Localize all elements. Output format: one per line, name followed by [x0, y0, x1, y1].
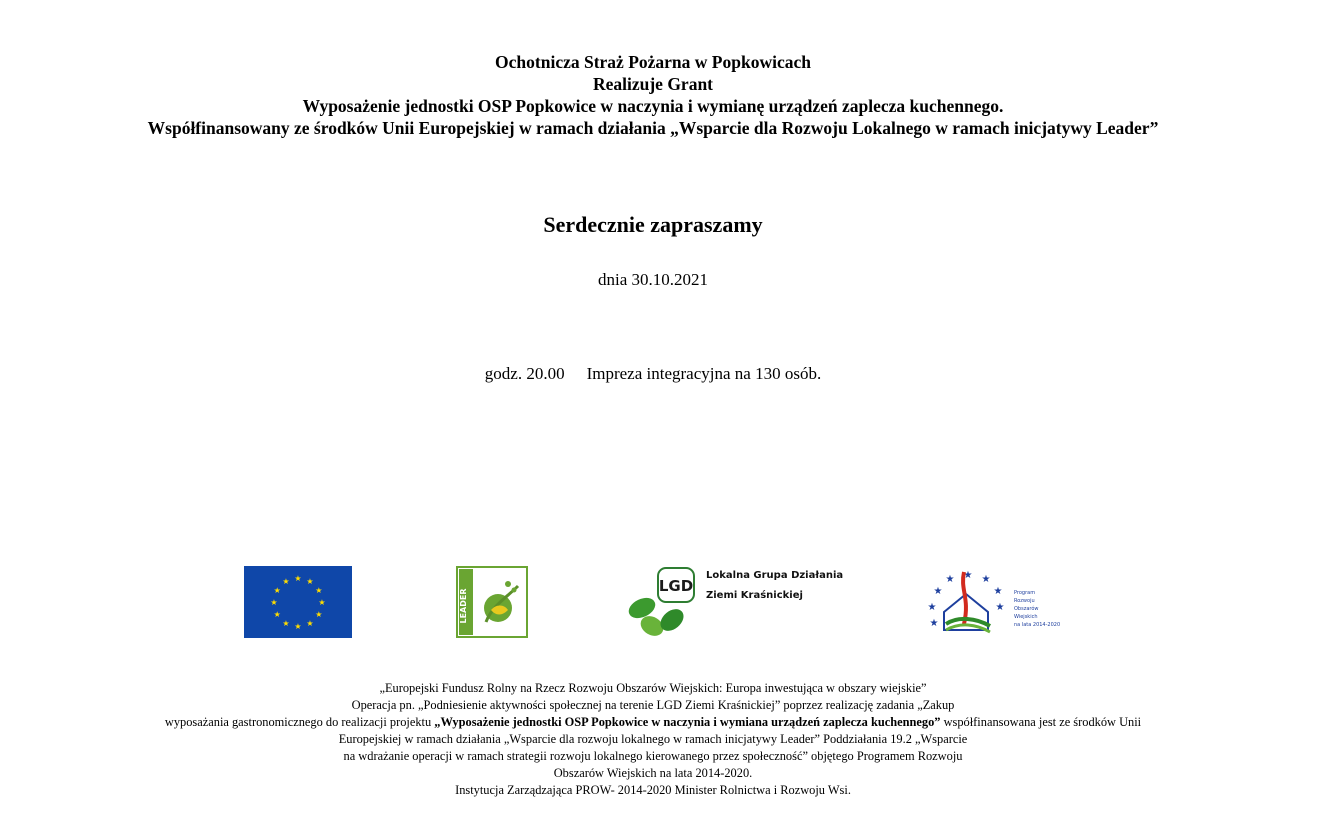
prow-text-line: Obszarów: [1014, 606, 1039, 612]
prow-text-line: Wiejskich: [1014, 614, 1038, 620]
footer-fund: „Europejski Fundusz Rolny na Rzecz Rozwoju Obszarów Wiejskich: Europa inwestująca w obszary wiejskie”: [379, 681, 927, 695]
invitation-heading: Serdecznie zapraszamy: [543, 212, 763, 237]
eu-flag-logo: [244, 566, 352, 638]
footer-operation: Operacja pn. „Podniesienie aktywności społecznej na terenie LGD Ziemi Kraśnickiej” poprzez realizację zadania „Zakup: [351, 698, 955, 712]
prow-text-line: na lata 2014-2020: [1014, 622, 1061, 628]
eu-star-icon: ★: [315, 610, 323, 619]
eu-star-icon: ★: [282, 618, 290, 628]
footer-authority: Instytucja Zarządzająca PROW- 2014-2020 Minister Rolnictwa i Rozwoju Wsi.: [455, 783, 851, 797]
prow-text-line: Rozwoju: [1014, 598, 1035, 604]
event-time: godz. 20.00: [484, 364, 565, 383]
svg-text:★: ★: [963, 570, 973, 581]
svg-text:★: ★: [933, 586, 943, 597]
svg-text:★: ★: [945, 574, 955, 585]
eu-star-icon: ★: [273, 586, 281, 595]
lgd-name-line1: Lokalna Grupa Działania: [706, 570, 844, 581]
leader-logo: [456, 566, 528, 638]
eu-star-icon: ★: [306, 577, 314, 587]
eu-star-icon: ★: [306, 618, 314, 628]
footer-project: [0, 714, 1306, 730]
header-organization: Ochotnicza Straż Pożarna w Popkowicach: [495, 52, 811, 72]
svg-text:★: ★: [995, 602, 1005, 613]
svg-text:★: ★: [929, 618, 939, 629]
eu-star-icon: ★: [273, 610, 281, 619]
header-cofinancing: Współfinansowany ze środków Unii Europejskiej w ramach działania „Wsparcie dla Rozwoju Lokalnego w ramach inicjatywy Leader”: [147, 118, 1159, 138]
footer-measure: Europejskiej w ramach działania „Wsparcie dla rozwoju lokalnego w ramach inicjatywy Leader” Poddziałania 19.2 „Wsparcie: [338, 732, 968, 746]
header-grant: Realizuje Grant: [592, 74, 714, 94]
svg-text:LEADER: LEADER: [459, 588, 468, 624]
svg-text:★: ★: [981, 574, 991, 585]
event-date: dnia 30.10.2021: [597, 270, 709, 289]
prow-text-line: Program: [1014, 590, 1036, 596]
footer-project-pre: wyposażania gastronomicznego do realizacji projektu: [164, 715, 435, 729]
footer-project-title: „Wyposażenie jednostki OSP Popkowice w naczynia i wymiana urządzeń zaplecza kuchennego”: [434, 715, 941, 729]
lgd-name-line2: Ziemi Kraśnickiej: [706, 590, 803, 601]
prow-logo: [924, 564, 1061, 638]
lgd-badge-text: LGD: [658, 577, 694, 595]
lgd-logo: [626, 562, 844, 642]
footer-programme: Obszarów Wiejskich na lata 2014-2020.: [553, 766, 753, 780]
eu-star-icon: ★: [294, 622, 302, 631]
eu-star-icon: ★: [318, 598, 326, 607]
eu-star-icon: ★: [270, 598, 278, 607]
eu-star-icon: ★: [282, 577, 290, 587]
svg-text:★: ★: [927, 602, 937, 613]
eu-star-icon: ★: [315, 586, 323, 595]
header-grant-title: Wyposażenie jednostki OSP Popkowice w naczynia i wymianę urządzeń zaplecza kuchennego.: [302, 96, 1004, 116]
event-line: [0, 364, 1306, 384]
footer-strategy: na wdrażanie operacji w ramach strategii rozwoju lokalnego kierowanego przez społeczność” objętego Programem Rozwoju: [343, 749, 963, 763]
eu-star-icon: ★: [294, 574, 302, 583]
svg-text:★: ★: [993, 586, 1003, 597]
event-description: Impreza integracyjna na 130 osób.: [586, 364, 822, 383]
footer-project-post: współfinansowana jest ze środków Unii: [940, 715, 1142, 729]
